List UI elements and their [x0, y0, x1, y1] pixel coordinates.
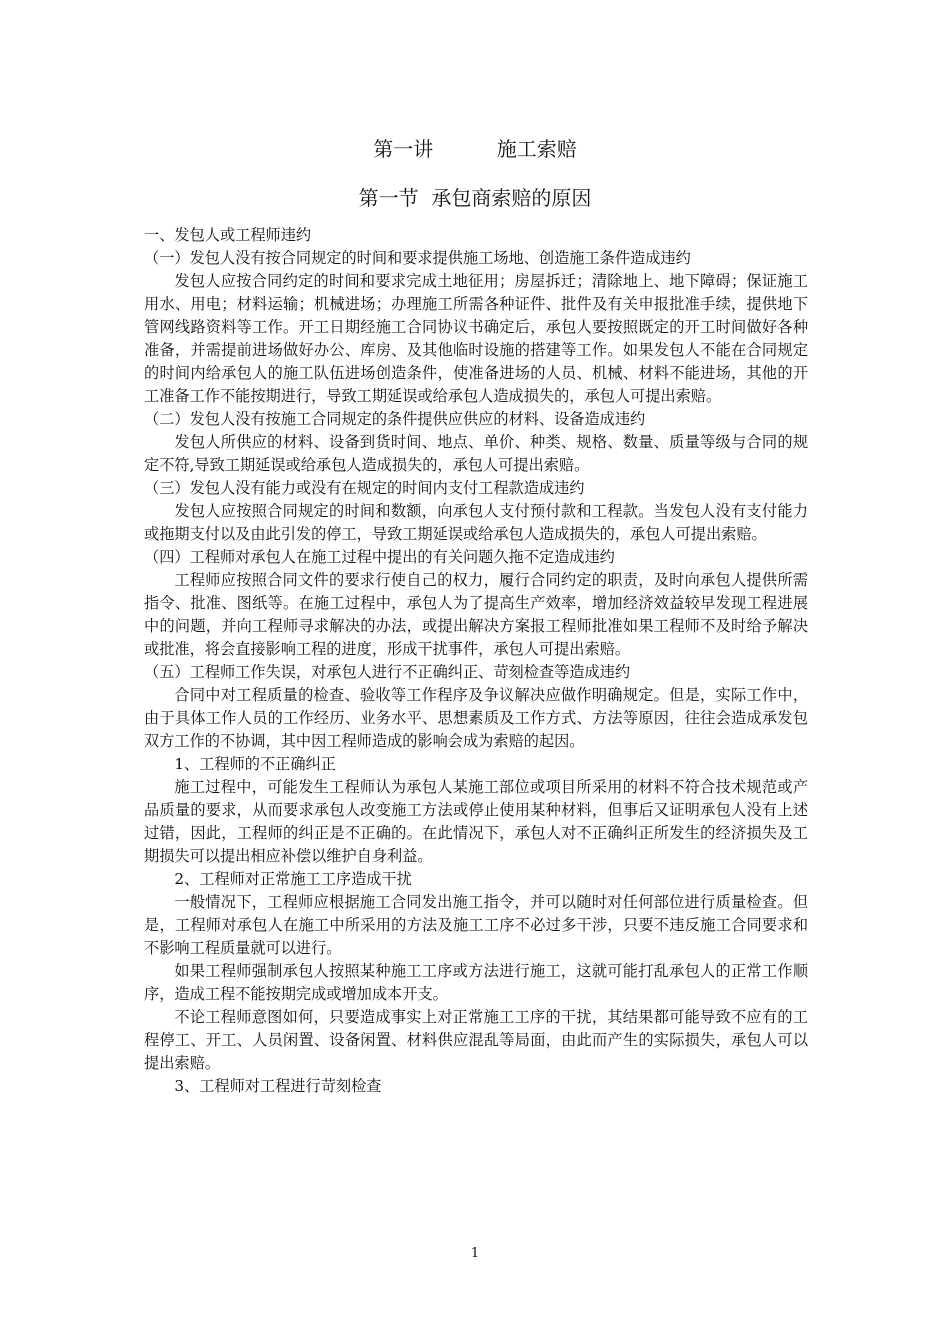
paragraph: 发包人应按照合同规定的时间和数额，向承包人支付预付款和工程款。当发包人没有支付能力或拖期支付以及由此引发的停工，导致工期延误或给承包人造成损失的，承包人可提出索赔。 [144, 502, 808, 543]
paragraph: 施工过程中，可能发生工程师认为承包人某施工部位或项目所采用的材料不符合技术规范或产品质量的要求，从而要求承包人改变施工方法或停止使用某种材料，但事后又证明承包人没有上述过错，因此，工程师的纠正是不正确的。在此情况下，承包人对不正确纠正所发生的经济损失及工期损失可以提出相应补偿以维护自身利益。 [144, 778, 808, 865]
item-heading-1: 1、工程师的不正确纠正 [174, 755, 336, 773]
subheading-1-5: （五）工程师工作失误，对承包人进行不正确纠正、苛刻检查等造成违约 [144, 663, 630, 681]
subheading-1-3: （三）发包人没有能力或没有在规定的时间内支付工程款造成违约 [144, 479, 585, 497]
paragraph: 一般情况下，工程师应根据施工合同发出施工指令，并可以随时对任何部位进行质量检查。但是，工程师对承包人在施工中所采用的方法及施工工序不必过多干涉，只要不违反施工合同要求和不影响工程质量就可以进行。 [144, 893, 808, 957]
subheading-1-1: （一）发包人没有按合同规定的时间和要求提供施工场地、创造施工条件造成违约 [144, 249, 691, 267]
document-body [144, 224, 808, 1098]
item-heading-2: 2、工程师对正常施工工序造成干扰 [174, 870, 412, 888]
paragraph: 如果工程师强制承包人按照某种施工工序或方法进行施工，这就可能打乱承包人的正常工作顺序，造成工程不能按期完成或增加成本开支。 [144, 962, 808, 1003]
paragraph: 发包人应按合同约定的时间和要求完成土地征用；房屋拆迁；清除地上、地下障碍；保证施工用水、用电；材料运输；机械进场；办理施工所需各种证件、批件及有关申报批准手续，提供地下管网线路资料等工作。开工日期经施工合同协议书确定后，承包人要按照既定的开工时间做好各种准备，并需提前进场做好办公、库房、及其他临时设施的搭建等工作。如果发包人不能在合同规定的时间内给承包人的施工队伍进场创造条件，使准备进场的人员、机械、材料不能进场，其他的开工准备工作不能按期进行，导致工期延误或给承包人造成损失的，承包人可提出索赔。 [144, 272, 808, 405]
paragraph: 工程师应按照合同文件的要求行使自己的权力，履行合同约定的职责，及时向承包人提供所需指令、批准、图纸等。在施工过程中，承包人为了提高生产效率，增加经济效益较早发现工程进展中的问题，并向工程师寻求解决的办法，或提出解决方案报工程师批准如果工程师不及时给予解决或批准，将会直接影响工程的进度，形成干扰事件，承包人可提出索赔。 [144, 571, 808, 658]
subheading-1-2: （二）发包人没有按施工合同规定的条件提供应供应的材料、设备造成违约 [144, 410, 646, 428]
paragraph: 不论工程师意图如何，只要造成事实上对正常施工工序的干扰，其结果都可能导致不应有的工程停工、开工、人员闲置、设备闲置、材料供应混乱等局面，由此而产生的实际损失，承包人可以提出索赔。 [144, 1008, 808, 1072]
subheading-1-4: （四）工程师对承包人在施工过程中提出的有关问题久拖不定造成违约 [144, 548, 615, 566]
heading-1: 一、发包人或工程师违约 [144, 226, 312, 244]
page-number: 1 [470, 1246, 480, 1261]
paragraph: 合同中对工程质量的检查、验收等工作程序及争议解决应做作明确规定。但是，实际工作中，由于具体工作人员的工作经历、业务水平、思想素质及工作方式、方法等原因，往往会造成承发包双方工作的不协调，其中因工程师造成的影响会成为索赔的起因。 [144, 686, 808, 750]
lecture-title: 第一讲 施工索赔 [373, 137, 577, 161]
section-title: 第一节 承包商索赔的原因 [358, 186, 592, 210]
item-heading-3: 3、工程师对工程进行苛刻检查 [174, 1077, 382, 1095]
paragraph: 发包人所供应的材料、设备到货时间、地点、单价、种类、规格、数量、质量等级与合同的规定不符,导致工期延误或给承包人造成损失的，承包人可提出索赔。 [144, 433, 808, 474]
